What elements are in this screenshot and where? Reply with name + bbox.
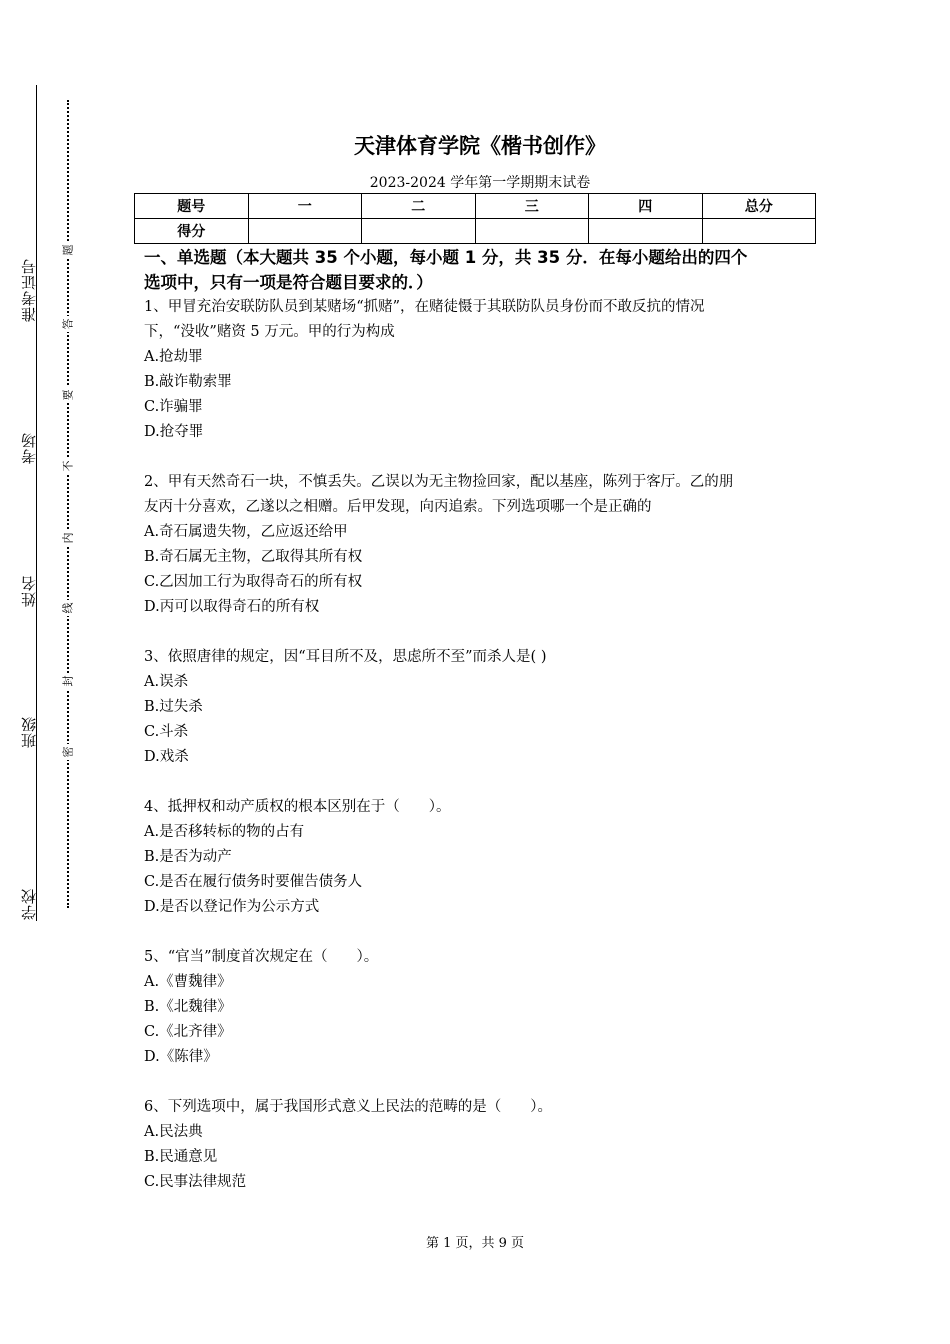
question-stem: 6、下列选项中，属于我国形式意义上民法的范畴的是（ ）。	[144, 1099, 552, 1115]
seal-char: 题	[60, 242, 76, 258]
option-b[interactable]: B.过失杀	[144, 699, 203, 715]
score-header-cell: 三	[475, 194, 589, 219]
question-5	[144, 945, 812, 1070]
question-3	[144, 645, 812, 770]
section-heading-line: 一、单选题（本大题共 35 个小题，每小题 1 分，共 35 分．在每小题给出的四个	[144, 248, 748, 267]
option-d[interactable]: D.丙可以取得奇石的所有权	[144, 599, 320, 615]
question-stem: 4、抵押权和动产质权的根本区别在于（ ）。	[144, 799, 451, 815]
option-c[interactable]: C.是否在履行债务时要催告债务人	[144, 874, 363, 890]
section-heading-line: 选项中，只有一项是符合题目要求的．）	[144, 273, 433, 292]
question-stem: 2、甲有天然奇石一块，不慎丢失。乙误以为无主物捡回家，配以基座，陈列于客厅。乙的朋	[144, 474, 734, 490]
field-name-label: 姓名	[20, 575, 38, 607]
option-c[interactable]: C.《北齐律》	[144, 1024, 232, 1040]
option-a[interactable]: A.是否移转标的物的占有	[144, 824, 305, 840]
seal-char: 内	[60, 530, 76, 546]
page-footer: 第 1 页，共 9 页	[425, 1236, 525, 1251]
option-a[interactable]: A.《曹魏律》	[144, 974, 232, 990]
option-b[interactable]: B.民通意见	[144, 1149, 218, 1165]
score-header-cell: 二	[362, 194, 476, 219]
question-1	[144, 295, 812, 445]
option-a[interactable]: A.民法典	[144, 1124, 203, 1140]
field-exam-room-label: 考场	[20, 432, 38, 464]
score-input-cell[interactable]	[702, 219, 816, 244]
seal-char: 封	[60, 673, 76, 689]
option-c[interactable]: C.斗杀	[144, 724, 189, 740]
section-heading	[144, 245, 812, 295]
question-gap	[144, 1070, 812, 1095]
option-b[interactable]: B.敲诈勒索罪	[144, 374, 232, 390]
seal-char: 线	[60, 600, 76, 616]
question-stem: 下，“没收”赌资 5 万元。甲的行为构成	[144, 324, 395, 340]
field-school-label: 学校	[20, 888, 38, 920]
option-c[interactable]: C.民事法律规范	[144, 1174, 247, 1190]
question-stem: 1、甲冒充治安联防队员到某赌场“抓赌”，在赌徒慑于其联防队员身份而不敢反抗的情况	[144, 299, 705, 315]
option-b[interactable]: B.《北魏律》	[144, 999, 232, 1015]
binding-solid-line	[36, 85, 37, 921]
score-header-cell: 题号	[135, 194, 249, 219]
option-c[interactable]: C.乙因加工行为取得奇石的所有权	[144, 574, 363, 590]
score-table-header-row	[135, 194, 816, 219]
field-class-label: 班级	[20, 716, 38, 748]
seal-char: 密	[60, 744, 76, 760]
option-d[interactable]: D.戏杀	[144, 749, 189, 765]
binding-dotted-line	[67, 100, 69, 908]
option-c[interactable]: C.诈骗罪	[144, 399, 203, 415]
option-a[interactable]: A.误杀	[144, 674, 189, 690]
seal-char: 不	[60, 458, 76, 474]
score-header-cell: 总分	[702, 194, 816, 219]
score-header-cell: 一	[248, 194, 362, 219]
option-d[interactable]: D.抢夺罪	[144, 424, 204, 440]
seal-char: 要	[60, 387, 76, 403]
option-b[interactable]: B.是否为动产	[144, 849, 232, 865]
score-label-cell: 得分	[135, 219, 249, 244]
score-table	[134, 193, 816, 244]
question-gap	[144, 920, 812, 945]
question-gap	[144, 770, 812, 795]
field-exam-room[interactable]	[22, 432, 52, 464]
score-input-cell[interactable]	[475, 219, 589, 244]
score-input-cell[interactable]	[589, 219, 703, 244]
score-header-cell: 四	[589, 194, 703, 219]
option-d[interactable]: D.《陈律》	[144, 1049, 218, 1065]
score-input-cell[interactable]	[248, 219, 362, 244]
question-stem: 友丙十分喜欢，乙遂以之相赠。后甲发现，向丙追索。下列选项哪一个是正确的	[144, 499, 652, 515]
question-2	[144, 470, 812, 620]
score-input-cell[interactable]	[362, 219, 476, 244]
option-a[interactable]: A.奇石属遗失物，乙应返还给甲	[144, 524, 348, 540]
exam-title: 天津体育学院《楷书创作》	[354, 134, 606, 158]
field-exam-number[interactable]	[22, 258, 52, 322]
question-4	[144, 795, 812, 920]
exam-subtitle: 2023-2024 学年第一学期期末试卷	[369, 175, 591, 191]
question-6	[144, 1095, 812, 1195]
option-b[interactable]: B.奇石属无主物，乙取得其所有权	[144, 549, 363, 565]
question-gap	[144, 620, 812, 645]
field-exam-number-label: 准考证号	[20, 258, 38, 322]
seal-char: 答	[60, 316, 76, 332]
option-d[interactable]: D.是否以登记作为公示方式	[144, 899, 320, 915]
field-name[interactable]	[22, 575, 52, 607]
field-class[interactable]	[22, 716, 52, 748]
question-gap	[144, 445, 812, 470]
field-school[interactable]	[22, 888, 52, 920]
score-table-score-row	[135, 219, 816, 244]
question-stem: 3、依照唐律的规定，因“耳目所不及，思虑所不至”而杀人是( )	[144, 649, 547, 665]
exam-content	[144, 245, 812, 1195]
question-stem: 5、“官当”制度首次规定在（ ）。	[144, 949, 379, 965]
option-a[interactable]: A.抢劫罪	[144, 349, 203, 365]
